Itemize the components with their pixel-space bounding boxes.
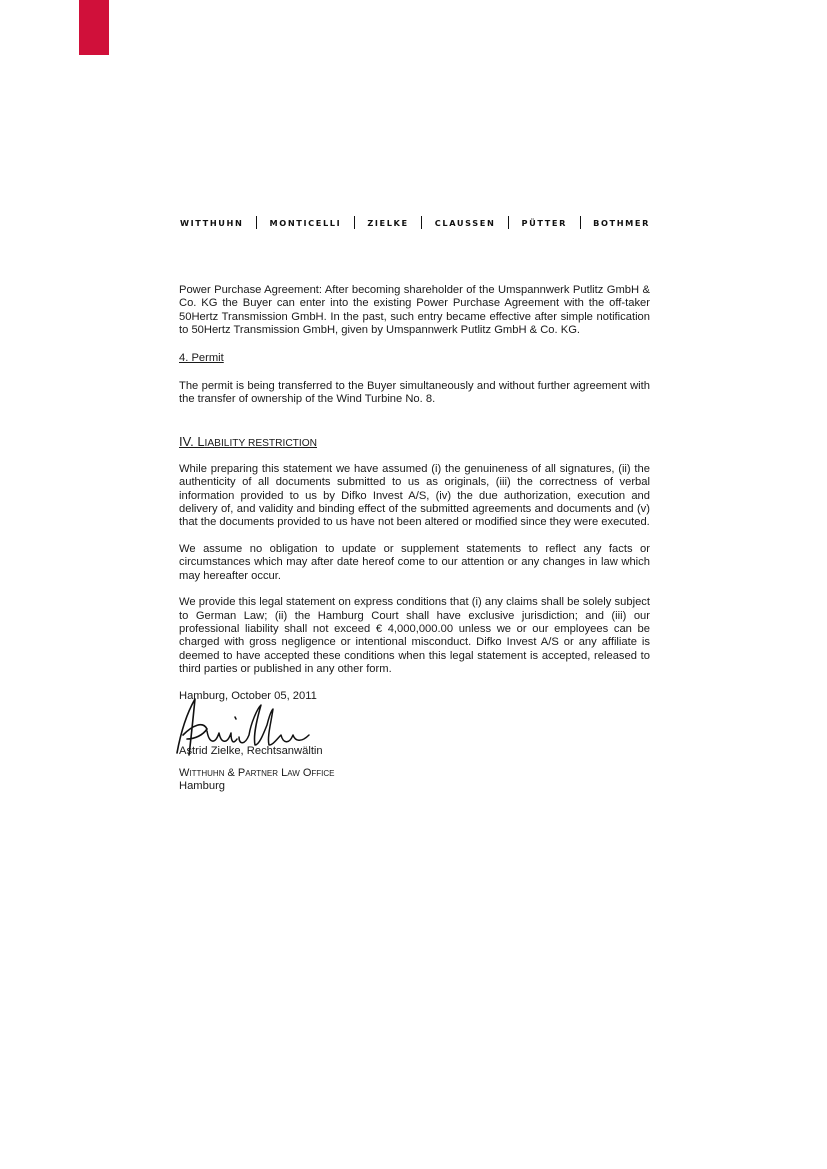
section-number: IV. L [179, 433, 205, 449]
firm-name: Witthuhn & Partner Law Office [179, 766, 335, 779]
partner-name: BOTHMER [593, 217, 650, 228]
permit-heading: 4. Permit [179, 351, 224, 364]
divider [256, 216, 257, 229]
partner-name: ZIELKE [367, 217, 409, 228]
signature-block [179, 703, 650, 767]
permit-paragraph: The permit is being transferred to the Buyer simultaneously and without further agreement with the transfer of ownership of the Wind Turbine No. 8. [179, 380, 650, 406]
liability-paragraph-1: While preparing this statement we have assumed (i) the genuineness of all signatures, (ii) the authenticity of all documents submitted to us as originals, (iii) the correctness of verbal information provided to us by Difko Invest A/S, (iv) the due authorization, execution and delivery of, and validity and binding effect of the submitted agreements and documents and (v) that the documents provided to us have not been altered or modified since they were executed. [179, 462, 650, 529]
divider [421, 216, 422, 229]
signer-name: Astrid Zielke, Rechtsanwältin [179, 744, 323, 757]
brand-accent-tab [79, 0, 109, 55]
partner-name: WITTHUHN [180, 217, 244, 228]
section-title-rest: IABILITY RESTRICTION [204, 437, 318, 449]
divider [580, 216, 581, 229]
divider [354, 216, 355, 229]
partner-name: MONTICELLI [269, 217, 342, 228]
liability-paragraph-2: We assume no obligation to update or supplement statements to reflect any facts or circumstances which may after date hereof come to our attention or any changes in law which may hereafter occur. [179, 542, 650, 582]
partner-name: PÜTTER [521, 217, 568, 228]
letterhead [180, 216, 650, 229]
letter-body [179, 284, 650, 794]
place-date: Hamburg, October 05, 2011 [179, 689, 317, 702]
ppa-paragraph: Power Purchase Agreement: After becoming shareholder of the Umspannwerk Putlitz GmbH & Co. KG the Buyer can enter into the existing Power Purchase Agreement with the off-taker 50Hertz Transmission GmbH. In the past, such entry became effective after simple notification to 50Hertz Transmission GmbH, given by Umspannwerk Putlitz GmbH & Co. KG. [179, 284, 650, 337]
section-title [179, 434, 650, 452]
divider [508, 216, 509, 229]
partner-name: CLAUSSEN [434, 217, 496, 228]
liability-paragraph-3: We provide this legal statement on express conditions that (i) any claims shall be solely subject to German Law; (ii) the Hamburg Court shall have exclusive jurisdiction; and (iii) our professional liability shall not exceed € 4,000,000.00 unless we or our employees can be charged with gross negligence or intentional misconduct. Difko Invest A/S or any affiliate is deemed to have accepted these conditions when this legal statement is accepted, released to third parties or published in any other form. [179, 596, 650, 676]
firm-city: Hamburg [179, 780, 226, 793]
